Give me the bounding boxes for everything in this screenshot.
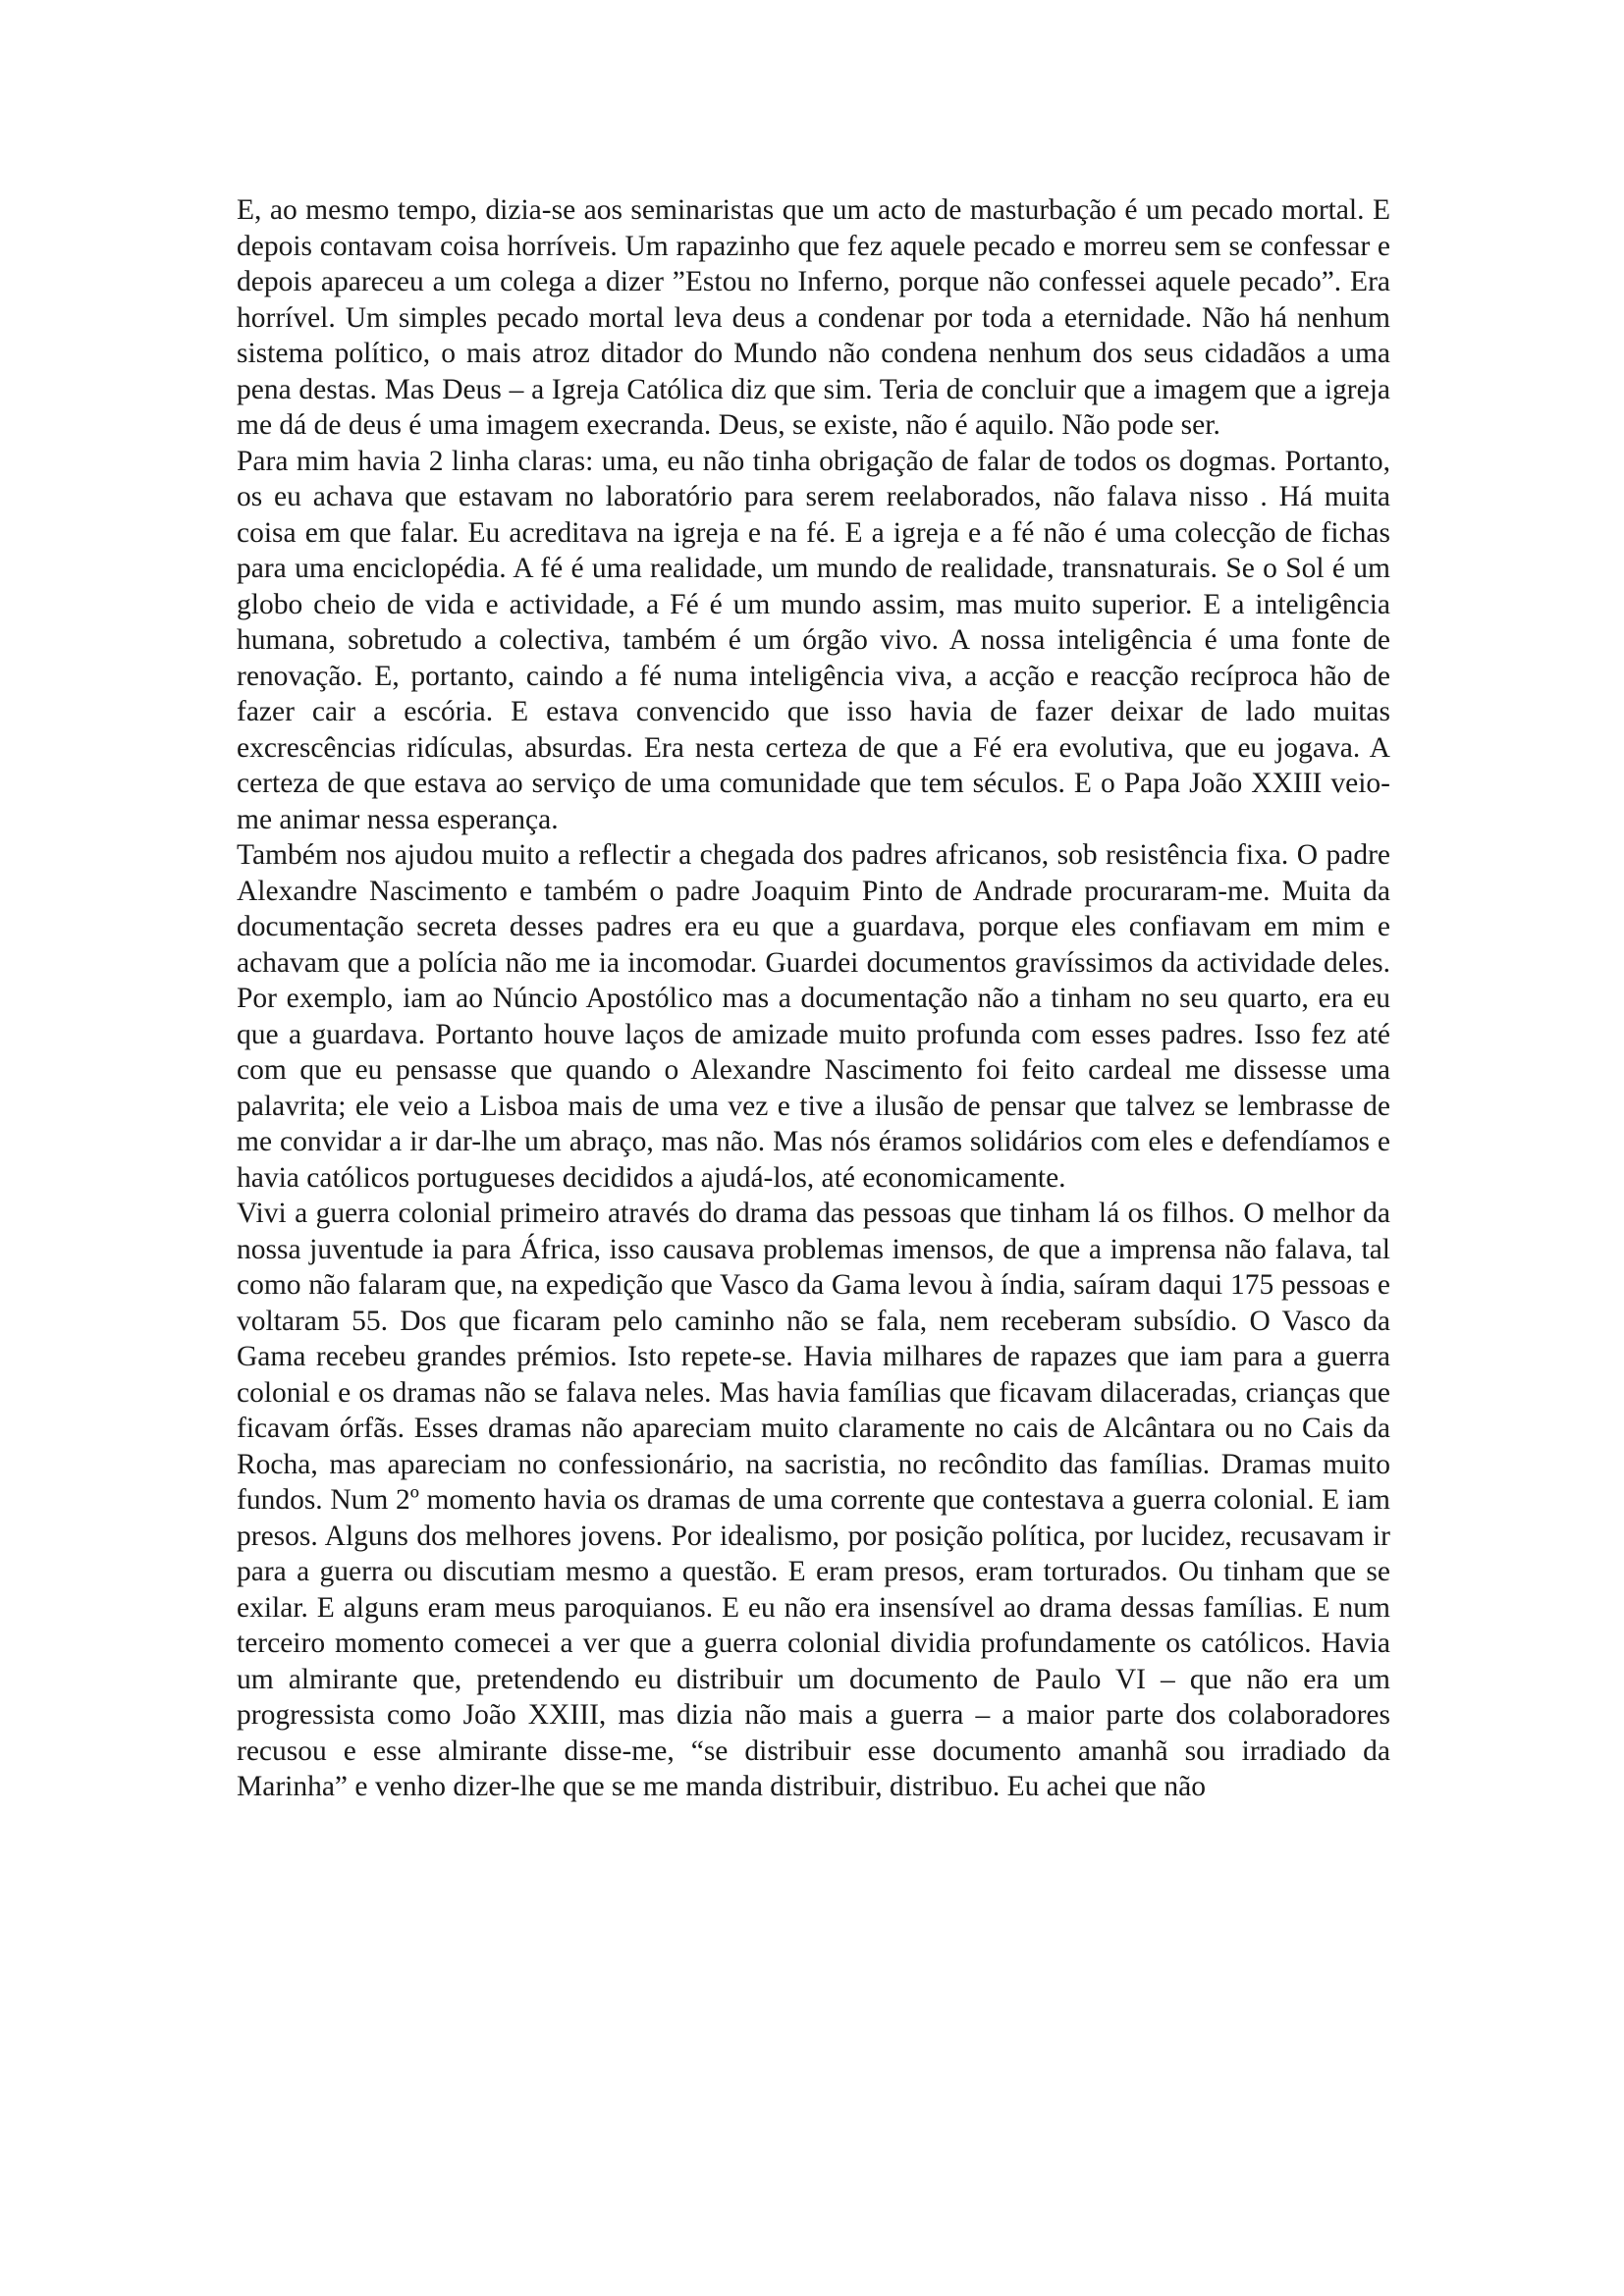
body-text [237, 192, 1390, 1805]
paragraph: E, ao mesmo tempo, dizia-se aos seminaristas que um acto de masturbação é um pecado mortal. E depois contavam coisa horríveis. Um rapazinho que fez aquele pecado e morreu sem se confessar e depois apareceu a um colega a dizer ”Estou no Inferno, porque não confessei aquele pecado”. Era horrível. Um simples pecado mortal leva deus a condenar por toda a eternidade. Não há nenhum sistema político, o mais atroz ditador do Mundo não condena nenhum dos seus cidadãos a uma pena destas. Mas Deus – a Igreja Católica diz que sim. Teria de concluir que a imagem que a igreja me dá de deus é uma imagem execranda. Deus, se existe, não é aquilo. Não pode ser. [237, 194, 1390, 441]
paragraph: Vivi a guerra colonial primeiro através do drama das pessoas que tinham lá os filhos. O melhor da nossa juventude ia para África, isso causava problemas imensos, de que a imprensa não falava, tal como não falaram que, na expedição que Vasco da Gama levou à índia, saíram daqui 175 pessoas e voltaram 55. Dos que ficaram pelo caminho não se fala, nem receberam subsídio. O Vasco da Gama recebeu grandes prémios. Isto repete-se. Havia milhares de rapazes que iam para a guerra colonial e os dramas não se falava neles. Mas havia famílias que ficavam dilaceradas, crianças que ficavam órfãs. Esses dramas não apareciam muito claramente no cais de Alcântara ou no Cais da Rocha, mas apareciam no confessionário, na sacristia, no recôndito das famílias. Dramas muito fundos. Num 2º momento havia os dramas de uma corrente que contestava a guerra colonial. E iam presos. Alguns dos melhores jovens. Por idealismo, por posição política, por lucidez, recusavam ir para a guerra ou discutiam mesmo a questão. E eram presos, eram torturados. Ou tinham que se exilar. E alguns eram meus paroquianos. E eu não era insensível ao drama dessas famílias. E num terceiro momento comecei a ver que a guerra colonial dividia profundamente os católicos. Havia um almirante que, pretendendo eu distribuir um documento de Paulo VI – que não era um progressista como João XXIII, mas dizia não mais a guerra – a maior parte dos colaboradores recusou e esse almirante disse-me, “se distribuir esse documento amanhã sou irradiado da Marinha” e venho dizer-lhe que se me manda distribuir, distribuo. Eu achei que não [237, 1198, 1390, 1802]
paragraph: Para mim havia 2 linha claras: uma, eu não tinha obrigação de falar de todos os dogmas. Portanto, os eu achava que estavam no laboratório para serem reelaborados, não falava nisso . Há muita coisa em que falar. Eu acreditava na igreja e na fé. E a igreja e a fé não é uma colecção de fichas para uma enciclopédia. A fé é uma realidade, um mundo de realidade, transnaturais. Se o Sol é um globo cheio de vida e actividade, a Fé é um mundo assim, mas muito superior. E a inteligência humana, sobretudo a colectiva, também é um órgão vivo. A nossa inteligência é uma fonte de renovação. E, portanto, caindo a fé numa inteligência viva, a acção e reacção recíproca hão de fazer cair a escória. E estava convencido que isso havia de fazer deixar de lado muitas excrescências ridículas, absurdas. Era nesta certeza de que a Fé era evolutiva, que eu jogava. A certeza de que estava ao serviço de uma comunidade que tem séculos. E o Papa João XXIII veio-me animar nessa esperança. [237, 445, 1390, 835]
paragraph: Também nos ajudou muito a reflectir a chegada dos padres africanos, sob resistência fixa. O padre Alexandre Nascimento e também o padre Joaquim Pinto de Andrade procuraram-me. Muita da documentação secreta desses padres era eu que a guardava, porque eles confiavam em mim e achavam que a polícia não me ia incomodar. Guardei documentos gravíssimos da actividade deles. Por exemplo, iam ao Núncio Apostólico mas a documentação não a tinham no seu quarto, era eu que a guardava. Portanto houve laços de amizade muito profunda com esses padres. Isso fez até com que eu pensasse que quando o Alexandre Nascimento foi feito cardeal me dissesse uma palavrita; ele veio a Lisboa mais de uma vez e tive a ilusão de pensar que talvez se lembrasse de me convidar a ir dar-lhe um abraço, mas não. Mas nós éramos solidários com eles e defendíamos e havia católicos portugueses decididos a ajudá-los, até economicamente. [237, 839, 1390, 1194]
